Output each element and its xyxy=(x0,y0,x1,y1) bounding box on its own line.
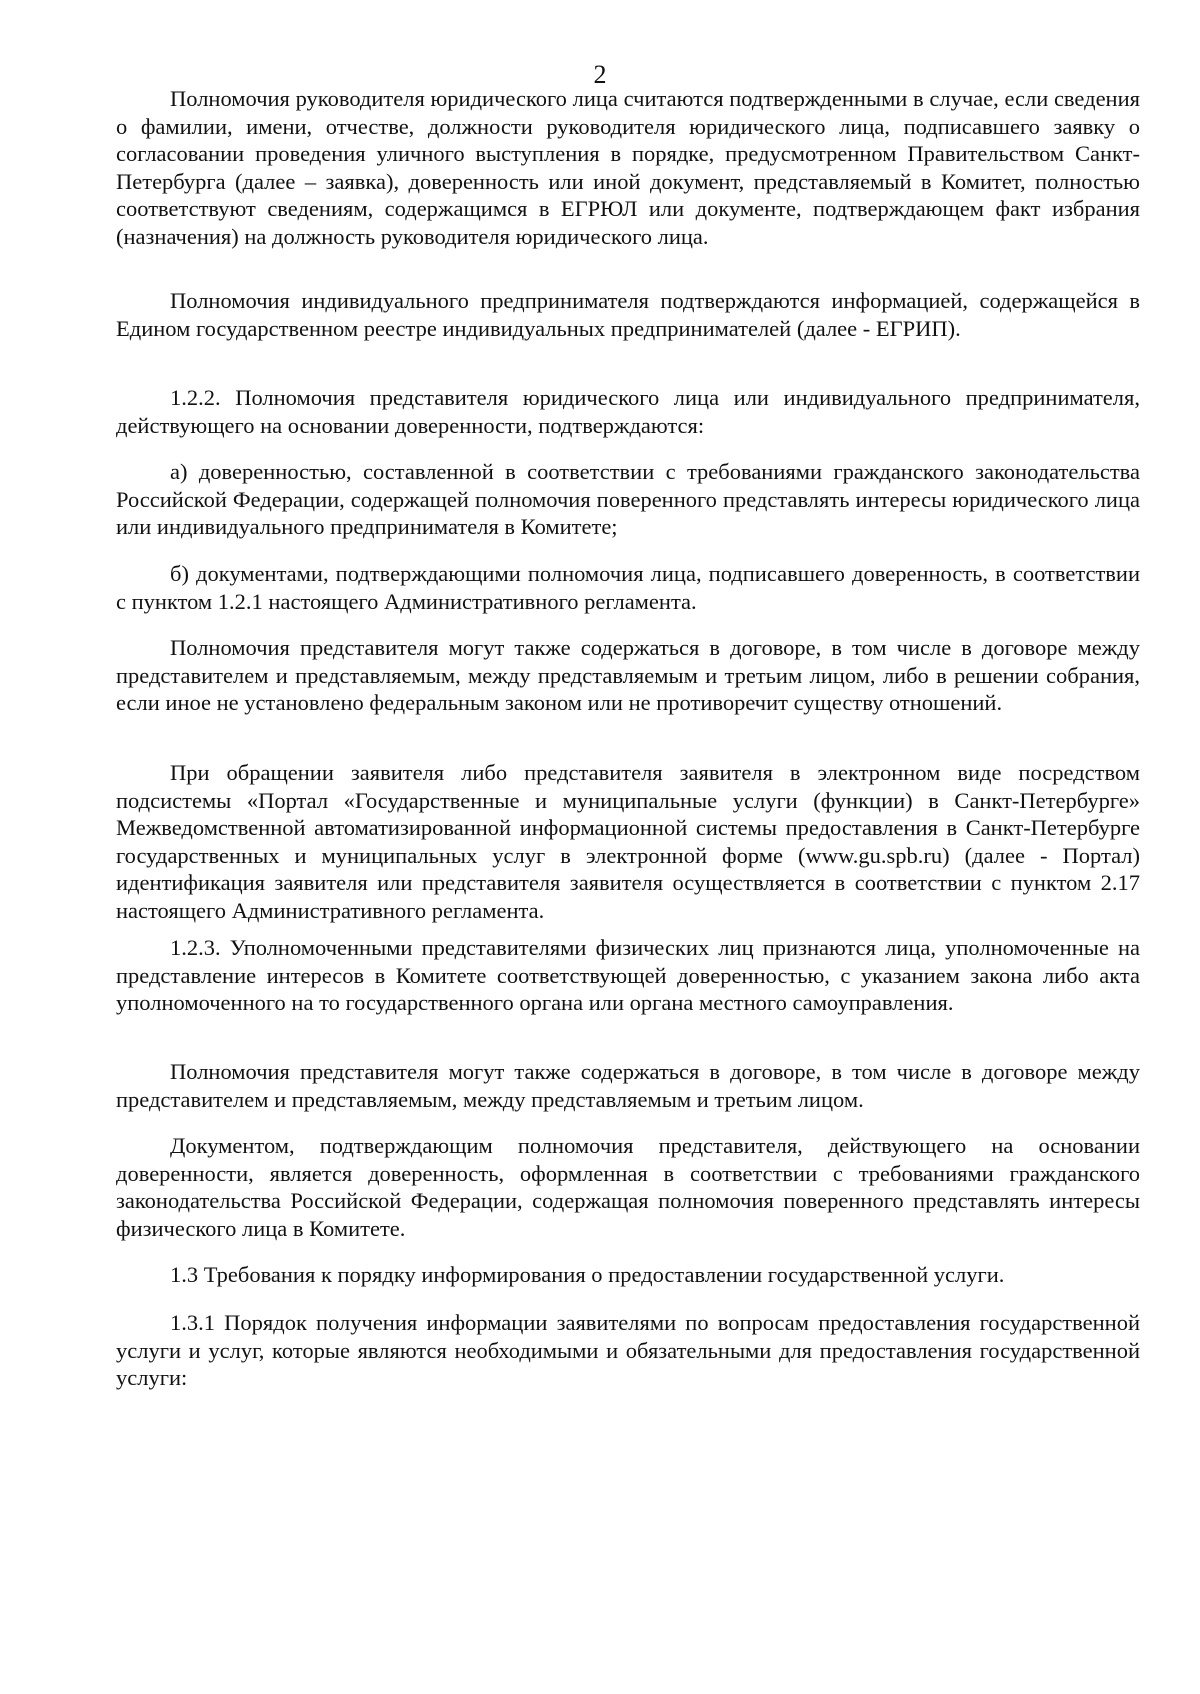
paragraph-1-3-1: 1.3.1 Порядок получения информации заявителями по вопросам предоставления государственной услуги и услуг, которые являются необходимыми и обязательными для предоставления государственной услуги: xyxy=(116,1310,1140,1390)
paragraph-item-a: а) доверенностью, составленной в соответствии с требованиями гражданского законодательства Российской Федерации, содержащей полномочия поверенного представлять интересы юридического лица или индивидуального предпринимателя в Комитете; xyxy=(116,459,1140,539)
paragraph-1-2-3: 1.2.3. Уполномоченными представителями физических лиц признаются лица, уполномоченные на представление интересов в Комитете соответствующей доверенностью, с указанием закона либо акта уполномоченного на то государственного органа или органа местного самоуправления. xyxy=(116,935,1140,1015)
paragraph-portal-identification: При обращении заявителя либо представителя заявителя в электронном виде посредством подсистемы «Портал «Государственные и муниципальные услуги (функции) в Санкт-Петербурге» Межведомственной автоматизированной информационной системы предоставления в Санкт-Петербурге государственных и муниципальных услуг в электронной форме (www.gu.spb.ru) (далее - Портал) идентификация заявителя или представителя заявителя осуществляется в соответствии с пунктом 2.17 настоящего Административного регламента. xyxy=(116,760,1140,923)
paragraph-contract-authority-individuals: Полномочия представителя могут также содержаться в договоре, в том числе в договоре между представителем и представляемым, между представляемым и третьим лицом. xyxy=(116,1059,1140,1112)
paragraph-ceo-authority: Полномочия руководителя юридического лица считаются подтвержденными в случае, если сведения о фамилии, имени, отчестве, должности руководителя юридического лица, подписавшего заявку о согласовании проведения уличного выступления в порядке, предусмотренном Правительством Санкт-Петербурга (далее – заявка), доверенность или иной документ, представляемый в Комитет, полностью соответствуют сведениям, содержащимся в ЕГРЮЛ или документе, подтверждающем факт избрания (назначения) на должность руководителя юридического лица. xyxy=(116,86,1140,249)
paragraph-entrepreneur-authority: Полномочия индивидуального предпринимателя подтверждаются информацией, содержащейся в Едином государственном реестре индивидуальных предпринимателей (далее - ЕГРИП). xyxy=(116,288,1140,341)
paragraph-power-of-attorney: Документом, подтверждающим полномочия представителя, действующего на основании доверенности, является доверенность, оформленная в соответствии с требованиями гражданского законодательства Российской Федерации, содержащая полномочия поверенного представлять интересы физического лица в Комитете. xyxy=(116,1133,1140,1241)
paragraph-item-b: б) документами, подтверждающими полномочия лица, подписавшего доверенность, в соответствии с пунктом 1.2.1 настоящего Административного регламента. xyxy=(116,561,1140,614)
section-heading-1-3: 1.3 Требования к порядку информирования о предоставлении государственной услуги. xyxy=(170,1262,1005,1287)
page-number: 2 xyxy=(593,60,607,89)
paragraph-contract-authority: Полномочия представителя могут также содержаться в договоре, в том числе в договоре между представителем и представляемым, между представляемым и третьим лицом, либо в решении собрания, если иное не установлено федеральным законом или не противоречит существу отношений. xyxy=(116,635,1140,715)
paragraph-1-2-2: 1.2.2. Полномочия представителя юридического лица или индивидуального предпринимателя, действующего на основании доверенности, подтверждаются: xyxy=(116,385,1140,438)
